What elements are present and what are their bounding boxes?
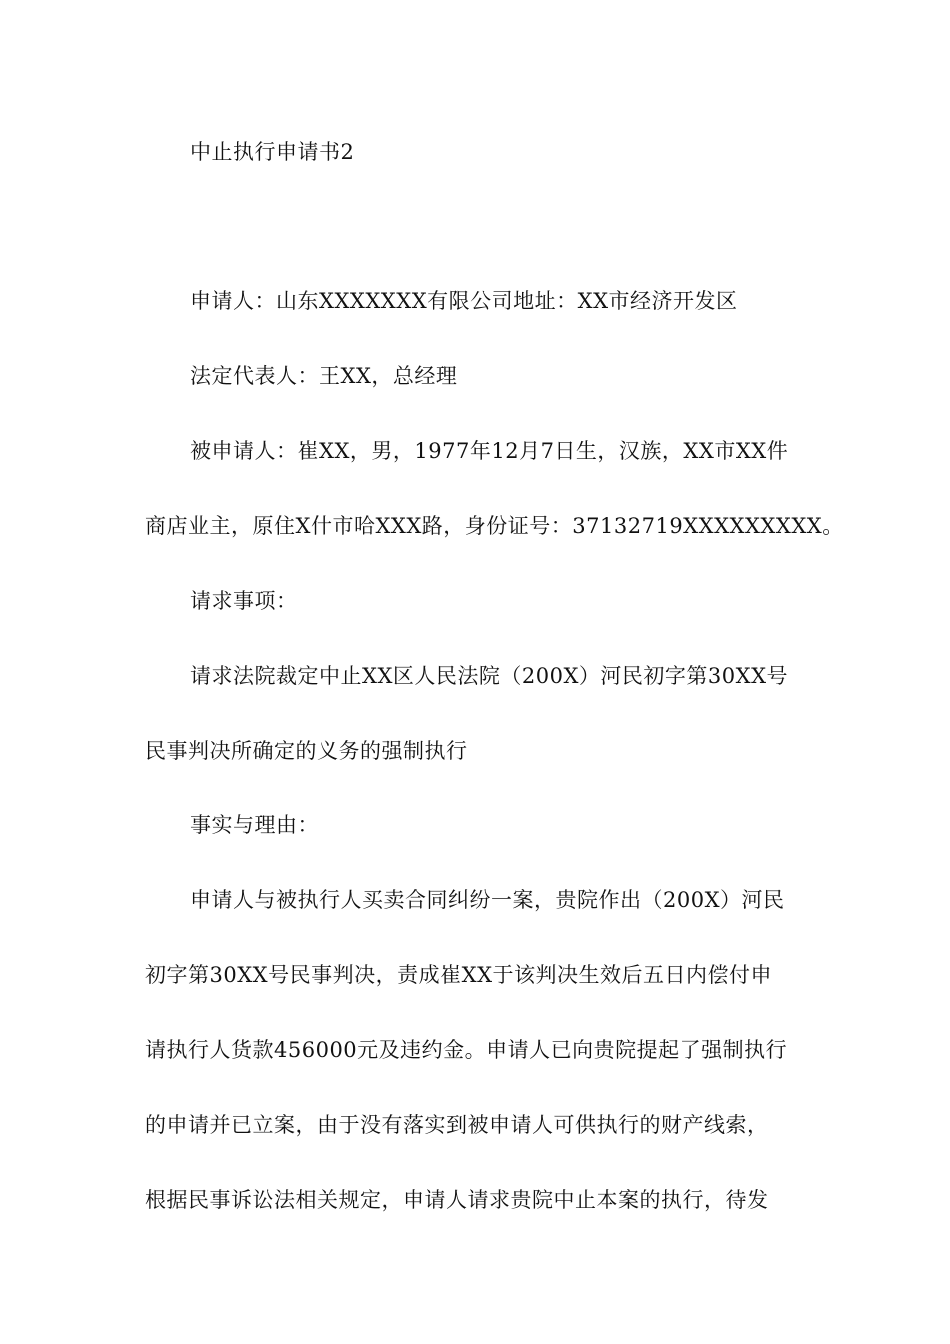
- facts-line-1: 申请人与被执行人买卖合同纠纷一案，贵院作出（200X）河民: [190, 888, 785, 912]
- respondent-line-1: 被申请人：崔XX，男，1977年12月7日生，汉族，XX市XX件: [190, 439, 789, 463]
- legal-representative-line: 法定代表人：王XX，总经理: [190, 364, 458, 388]
- respondent-line-2: 商店业主，原住X什市哈XXX路，身份证号：37132719XXXXXXXXX。: [145, 514, 844, 538]
- facts-line-2: 初字第30XX号民事判决，责成崔XX于该判决生效后五日内偿付申: [145, 963, 773, 987]
- request-line-1: 请求法院裁定中止XX区人民法院（200X）河民初字第30XX号: [190, 664, 789, 688]
- applicant-line: 申请人：山东XXXXXXX有限公司地址：XX市经济开发区: [190, 289, 738, 313]
- facts-line-4: 的申请并已立案，由于没有落实到被申请人可供执行的财产线索，: [145, 1113, 769, 1137]
- request-heading: 请求事项：: [190, 589, 298, 613]
- facts-line-3: 请执行人货款456000元及违约金。申请人已向贵院提起了强制执行: [145, 1038, 788, 1062]
- document-title: 中止执行申请书2: [190, 140, 355, 164]
- facts-line-5: 根据民事诉讼法相关规定，申请人请求贵院中止本案的执行，待发: [145, 1188, 769, 1212]
- request-line-2: 民事判决所确定的义务的强制执行: [145, 739, 468, 763]
- facts-heading: 事实与理由：: [190, 813, 319, 837]
